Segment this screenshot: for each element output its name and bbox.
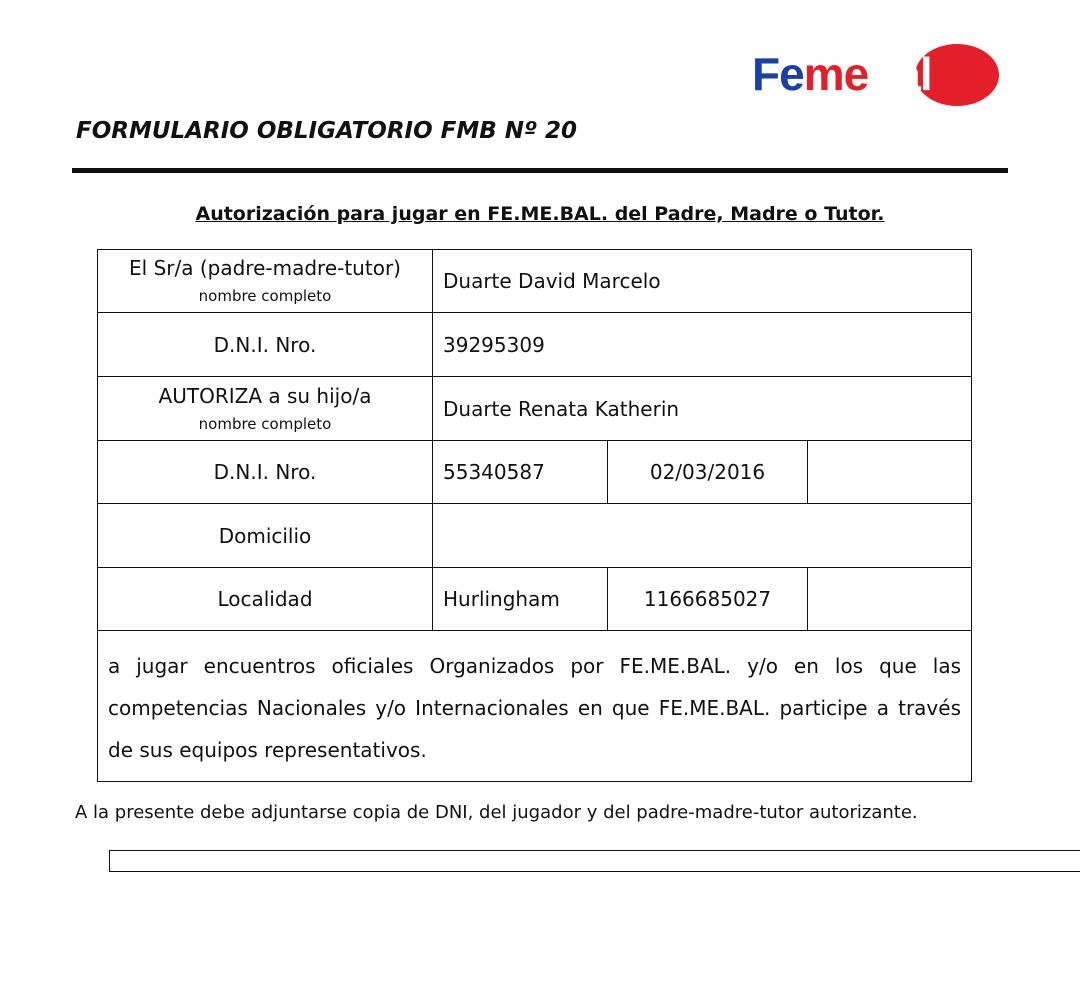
parent-name-label-cell: [98, 250, 433, 313]
parent-name-label: El Sr/a (padre-madre-tutor): [129, 256, 401, 280]
locality-label: Localidad: [98, 568, 433, 631]
bottom-input-box[interactable]: [109, 850, 1080, 872]
logo-text-me: me: [803, 48, 869, 100]
parent-name-sublabel: nombre completo: [198, 287, 332, 305]
child-name-label-cell: [98, 377, 433, 441]
authorization-table: [97, 249, 972, 782]
parent-dni-label: D.N.I. Nro.: [98, 313, 433, 377]
table-row: [98, 504, 972, 568]
authorization-text: a jugar encuentros oficiales Organizados por FE.ME.BAL. y/o en los que las competencias Nacionales y/o Internacionales en que FE.ME.BAL. participe a través de sus equipos representativos.: [98, 631, 972, 782]
logo-wordmark: [752, 48, 932, 100]
form-title: FORMULARIO OBLIGATORIO FMB Nº 20: [76, 118, 578, 144]
locality-extra-field[interactable]: [808, 568, 972, 631]
logo-text-bal: bal: [868, 48, 932, 100]
table-row: [98, 631, 972, 782]
child-dni-field[interactable]: 55340587: [433, 441, 608, 504]
child-name-sublabel: nombre completo: [198, 414, 332, 433]
child-name-field[interactable]: Duarte Renata Katherin: [433, 377, 972, 441]
table-row: [98, 377, 972, 441]
title-divider: [72, 168, 1008, 173]
logo-text-fe: Fe: [752, 48, 804, 100]
attachment-note: A la presente debe adjuntarse copia de DNI, del jugador y del padre-madre-tutor autorizante.: [75, 802, 918, 823]
table-row: [98, 441, 972, 504]
address-field[interactable]: [433, 504, 972, 568]
parent-name-field[interactable]: Duarte David Marcelo: [433, 250, 972, 313]
table-row: [98, 250, 972, 313]
table-row: [98, 568, 972, 631]
locality-field[interactable]: Hurlingham: [433, 568, 608, 631]
form-subtitle: Autorización para jugar en FE.ME.BAL. del Padre, Madre o Tutor.: [195, 203, 885, 225]
femebal-logo: [752, 44, 1002, 114]
child-dni-label: D.N.I. Nro.: [98, 441, 433, 504]
child-name-label: AUTORIZA a su hijo/a: [158, 383, 372, 408]
table-row: [98, 313, 972, 377]
address-label: Domicilio: [98, 504, 433, 568]
parent-dni-field[interactable]: 39295309: [433, 313, 972, 377]
phone-field[interactable]: 1166685027: [608, 568, 808, 631]
child-dni-extra-field[interactable]: [808, 441, 972, 504]
child-birth-date-field[interactable]: 02/03/2016: [608, 441, 808, 504]
